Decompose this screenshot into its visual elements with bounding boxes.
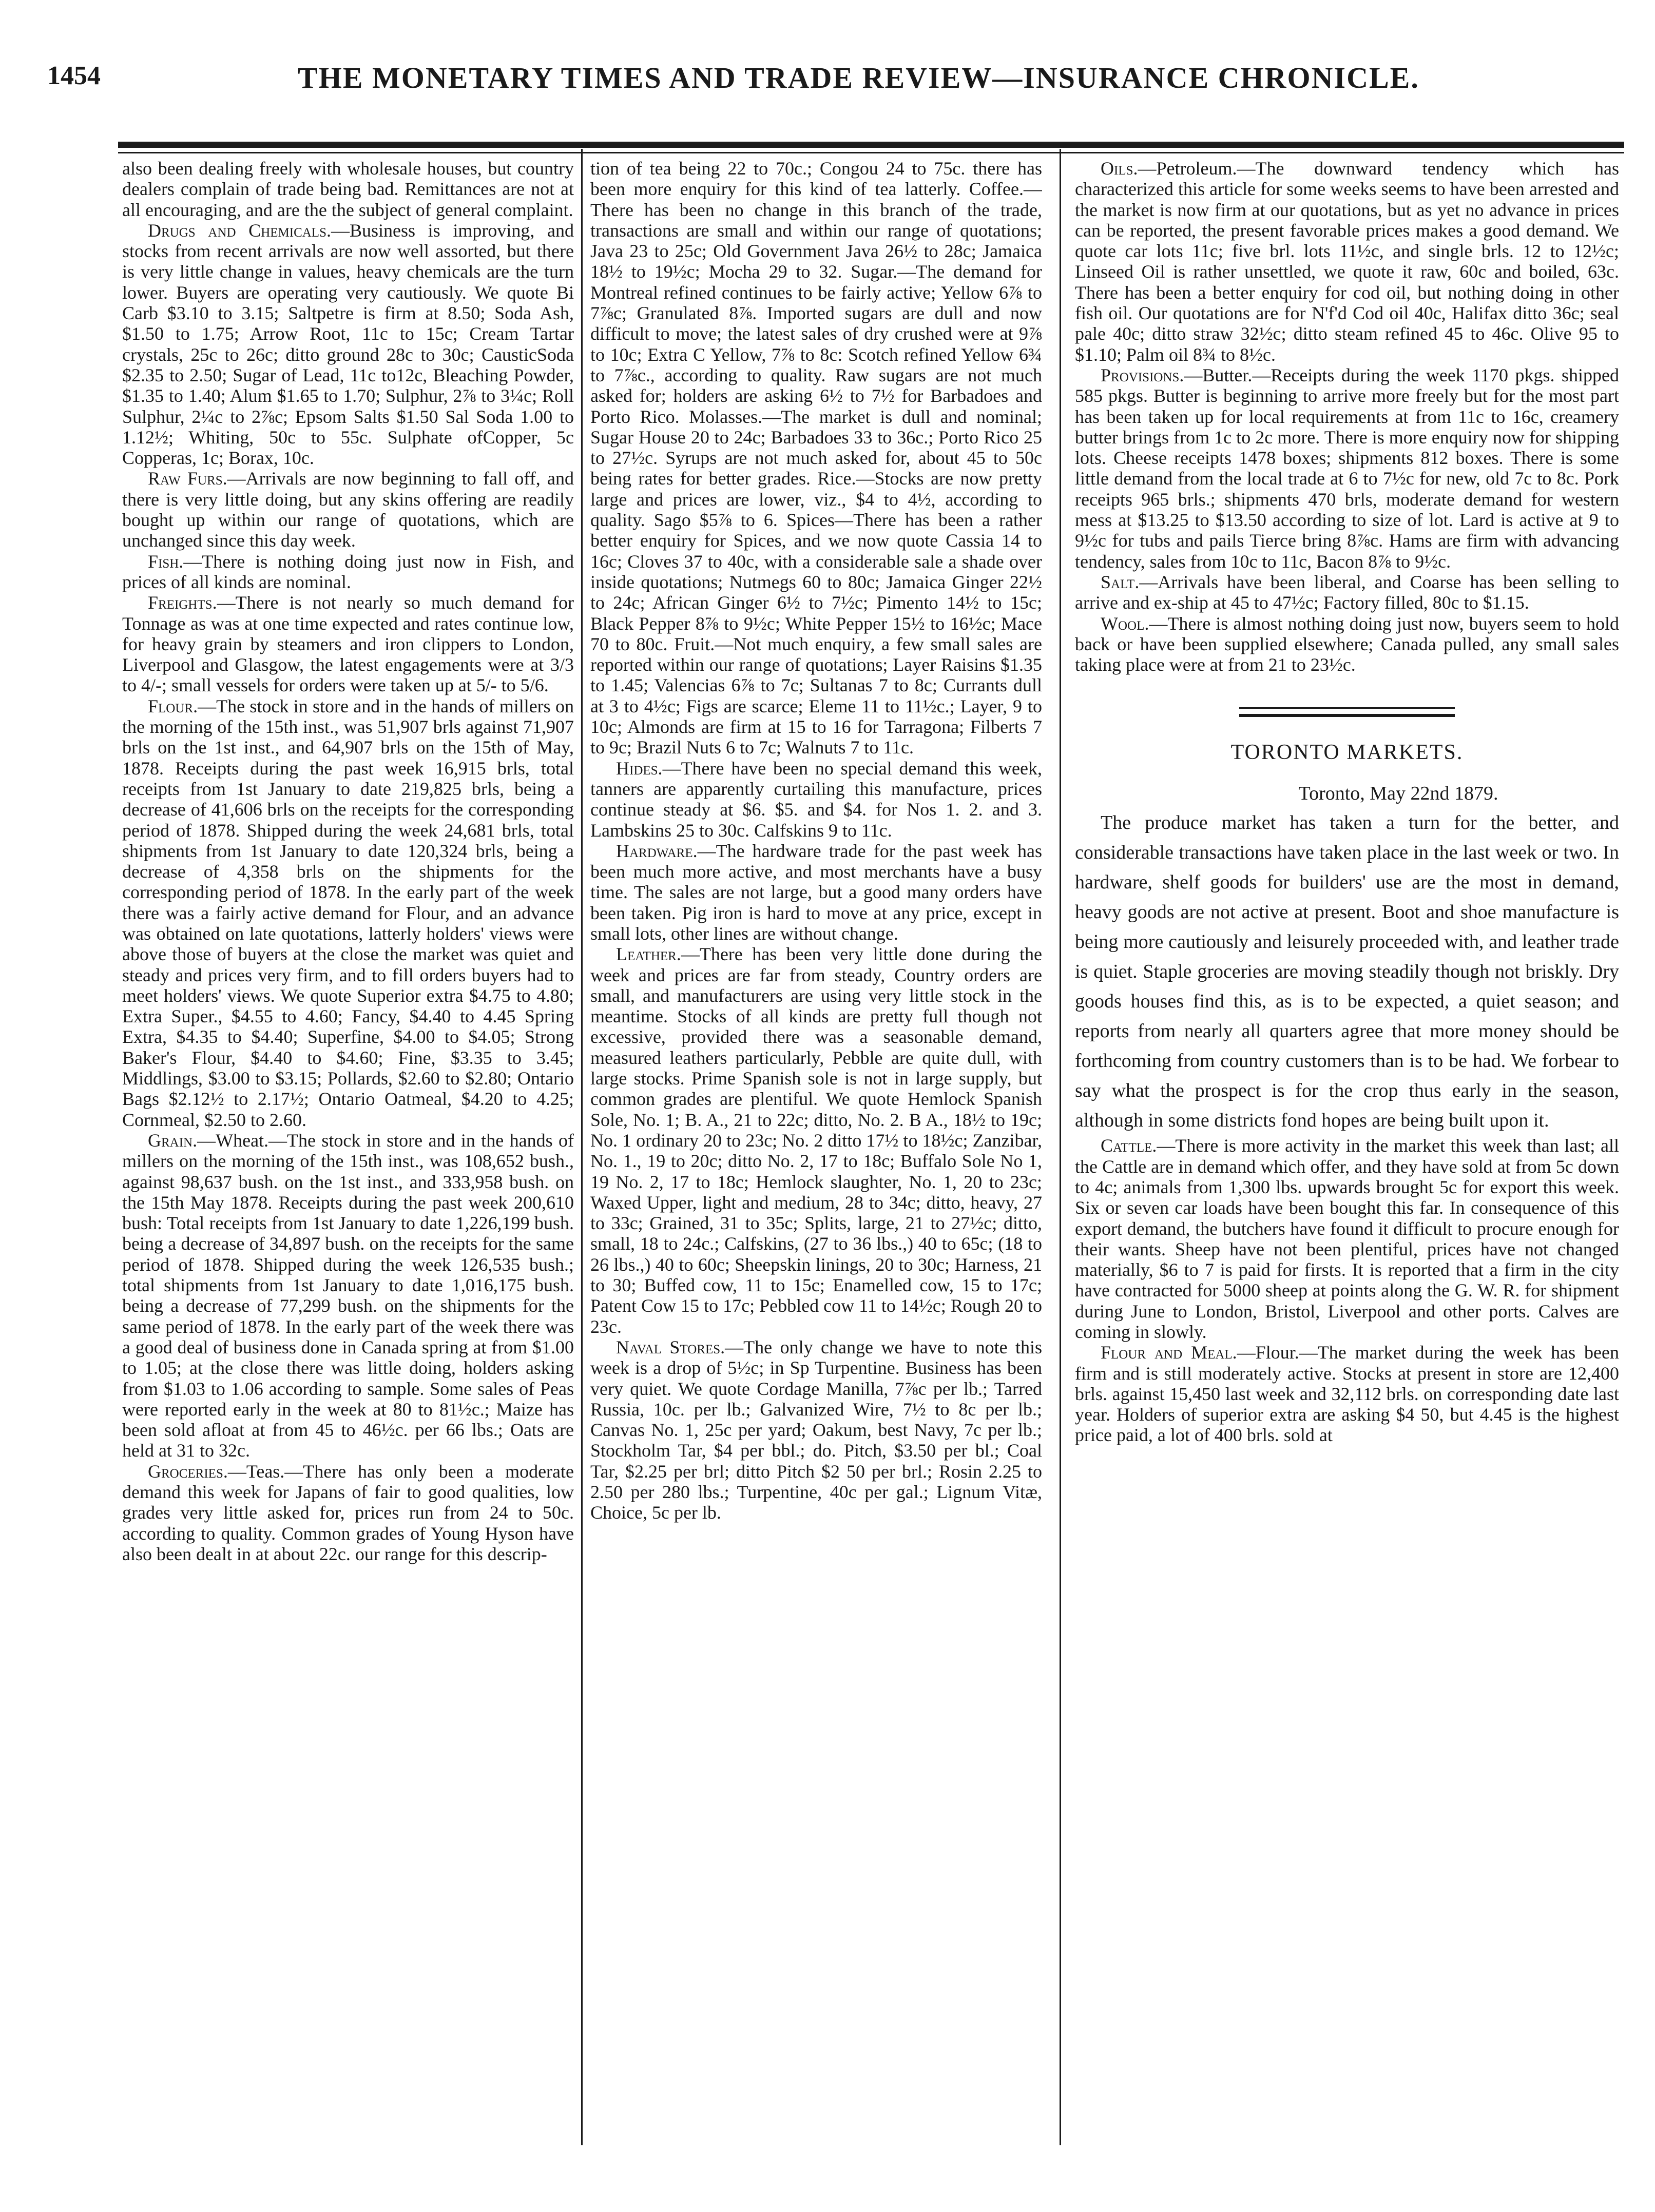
paragraph-text: —There has been very little done during the week and prices are far from steady, Country orders are small, and manufacturers are using very little stock in the meantime. Stocks of all kinds are pretty full though not excessive, provided there was a seasonable demand, measured leathers particularly, Pebble are quite dull, with large stocks. Prime Spanish sole is not in large supply, but common grades are plentiful. We quote Hemlock Spanish Sole, No. 1; B. A., 21 to 22c; ditto, No. 2. B A., 18½ to 19c; No. 1 ordinary 20 to 23c; No. 2 ditto 17½ to 18½c; Zanzibar, No. 1., 19 to 20c; ditto No. 2, 17 to 18c; Buffalo Sole No 1, 19 No. 2, 17 to 18c; Hemlock slaughter, No. 1, 20 to 23c; Waxed Upper, light and medium, 28 to 34c; ditto, heavy, 27 to 33c; Grained, 31 to 35c; Splits, large, 21 to 27½c; ditto, small, 18 to 24c.; Calfskins, (27 to 36 lbs.,) 40 to 65c; (18 to 26 lbs.,) 40 to 60c; Sheepskin linings, 20 to 30c; Harness, 21 to 30; Buffed cow, 11 to 15c; Enamelled cow, 15 to 17c; Patent Cow 15 to 17c; Pebbled cow 11 to 14½c; Rough 20 to 23c. <box>590 944 1042 1337</box>
section-head: Hides. <box>616 758 663 779</box>
section-head: Salt. <box>1101 571 1140 592</box>
paragraph-flour <box>122 696 574 1130</box>
paragraph-text: —There have been no special demand this week, tanners are apparently curtailing this manufacture, prices continue steady at $6. $5. and $4. for Nos 1. 2. and 3. Lambskins 25 to 30c. Calfskins 9 to 11c. <box>590 758 1042 841</box>
section-title: TORONTO MARKETS. <box>1230 740 1464 764</box>
paragraph: tion of tea being 22 to 70c.; Congou 24 to 75c. there has been more enquiry for this kind of tea latterly. Coffee.—There has been no change in this branch of the trade, transactions are small and within our range of quotations; Java 23 to 25c; Old Government Java 26½ to 28c; Jamaica 18½ to 19½c; Mocha 29 to 32. Sugar.—The demand for Montreal refined continues to be fairly active; Yellow 6⅞ to 7⅞c; Granulated 8⅞. Imported sugars are dull and now difficult to move; the latest sales of dry crushed were at 9⅞ to 10c; Extra C Yellow, 7⅞ to 8c: Scotch refined Yellow 6¾ to 7⅞c., according to quality. Raw sugars are not much asked for; holders are asking 6½ to 7½ for Barbadoes and Porto Rico. Molasses.—The market is dull and nominal; Sugar House 20 to 24c; Barbadoes 33 to 36c.; Porto Rico 25 to 27½c. Syrups are not much asked for, about 45 to 50c being rates for better grades. Rice.—Stocks are now pretty large and prices are lower, viz., $4 to 4½, according to quality. Sago $5⅞ to 6. Spices—There has been a rather better enquiry for Spices, and we now quote Cassia 14 to 16c; Cloves 37 to 40c, with a considerable sale a shade over inside quotations; Nutmegs 60 to 80c; Jamaica Ginger 22½ to 24c; African Ginger 6½ to 7½c; Pimento 14½ to 15c; Black Pepper 8⅞ to 9½c; White Pepper 15½ to 16½c; Mace 70 to 80c. Fruit.—Not much enquiry, a few small sales are reported within our range of quotations; Layer Raisins $1.35 to 1.45; Valencias 6⅞ to 7c; Sultanas 7 to 8c; Currants dull at 3 to 4½c; Figs are scarce; Eleme 11 to 11½c.; Layer, 9 to 10c; Almonds are firm at 15 to 16 for Tarragona; Filberts 7 to 9c; Brazil Nuts 6 to 7c; Walnuts 7 to 11c. <box>590 158 1042 758</box>
paragraph-drugs-chemicals <box>122 220 574 469</box>
section-separator <box>1075 701 1619 721</box>
paragraph-text: —Flour.—The market during the week has been firm and is still moderately active. Stocks at present in store are 12,400 brls. against 15,450 last week and 32,112 brls. on corresponding date last year. Holders of superior extra are asking $4 50, but 4.45 is the highest price paid, a lot of 400 brls. sold at <box>1075 1342 1619 1446</box>
paragraph-text: —Wheat.—The stock in store and in the hands of millers on the morning of the 15th inst., was 108,652 bush., against 98,637 bush. on the 1st inst., and 333,958 bush. on the 15th May 1878. Receipts during the past week 200,610 bush: Total receipts from 1st January to date 1,226,199 bush. being a decrease of 34,897 bush. on the receipts for the same period of 1878. Shipped during the week 126,535 bush.; total shipments from 1st January to date 1,016,175 bush. being a decrease of 77,299 bush. on the shipments for the same period of 1878. In the early part of the week there was a good deal of business done in Canada spring at from $1.00 to 1.05; at the close there was little doing, holders asking from $1.03 to 1.06 according to sample. Some sales of Peas were reported early in the week at 80 to 81½c.; Maize has been sold afloat at from 45 to 46½c. per 66 lbs.; Oats are held at 31 to 32c. <box>122 1130 574 1461</box>
paragraph-text: —Butter.—Receipts during the week 1170 pkgs. shipped 585 pkgs. Butter is beginning to arrive more freely but for the most part has been taken up for local requirements at from 11c to 16c, creamery butter brings from 1c to 2c more. There is more enquiry now for shipping lots. Cheese receipts 1478 boxes; shipments 812 boxes. There is some little demand from the local trade at 6 to 7½c for new, old 7c to 8c. Pork receipts 965 brls.; shipments 470 brls, moderate demand for western mess at $13.25 to $13.50 according to size of lot. Lard is active at 9 to 9½c for tubs and pails Tierce bring 8⅞c. Hams are firm with advancing tendency, sales from 10c to 11c, Bacon 8⅞ to 9½c. <box>1075 364 1619 572</box>
masthead-title: THE MONETARY TIMES AND TRADE REVIEW—INSURANCE CHRONICLE. <box>298 61 1419 94</box>
column-2 <box>590 158 1042 2144</box>
paragraph-text: —There is nothing doing just now in Fish, and prices of all kinds are nominal. <box>122 551 574 592</box>
paragraph-raw-furs <box>122 468 574 551</box>
separator-rule <box>1239 707 1455 717</box>
paragraph-text: —There is almost nothing doing just now, buyers seem to hold back or have been supplied elsewhere; Canada pulled, any small sales taking place were at from 21 to 23½c. <box>1075 613 1619 675</box>
paragraph-naval-stores <box>590 1337 1042 1523</box>
column-divider-1 <box>581 149 583 2145</box>
paragraph-text: —Business is improving, and stocks from recent arrivals are now well assorted, but there is very little change in values, heavy chemicals are the turn lower. Buyers are operating very cautiously. We quote Bi Carb $3.10 to 3.15; Saltpetre is firm at 8.50; Soda Ash, $1.50 to 1.75; Arrow Root, 11c to 15c; Cream Tartar crystals, 25c to 26c; ditto ground 28c to 30c; CausticSoda $2.35 to 2.50; Sugar of Lead, 11c to12c, Bleaching Powder, $1.35 to 1.40; Alum $1.65 to 1.70; Sulphur, 2⅞ to 3¼c; Roll Sulphur, 2¼c to 2⅞c; Epsom Salts $1.50 Sal Soda 1.00 to 1.12½; Whiting, 50c to 55c. Sulphate ofCopper, 5c Copperas, 1c; Borax, 10c. <box>122 220 574 469</box>
paragraph-text: —The stock in store and in the hands of millers on the morning of the 15th inst., was 51,907 brls against 71,907 brls on the 1st inst., and 64,907 brls on the 15th of May, 1878. Receipts during the past week 16,915 brls, total receipts from 1st January to date 219,825 brls, being a decrease of 41,606 brls on the receipts for the corresponding period of 1878. Shipped during the week 24,681 brls, total shipments from 1st January to date 120,324 brls, being a decrease of 4,358 brls on the shipments for the corresponding period of 1878. In the early part of the week there was a fairly active demand for Flour, and an advance was obtained on late quotations, latterly holders' views were above those of buyers at the close the market was quiet and steady and prices very firm, and to fill orders buyers had to meet holders' views. We quote Superior extra $4.75 to 4.80; Extra Super., $4.55 to 4.60; Fancy, $4.40 to 4.45 Spring Extra, $4.35 to $4.40; Superfine, $4.00 to $4.05; Strong Baker's Flour, $4.40 to $4.60; Fine, $3.35 to 3.45; Middlings, $3.00 to $3.15; Pollards, $2.60 to $2.80; Ontario Bags $2.12½ to 2.17½; Ontario Oatmeal, $4.20 to 4.25; Cornmeal, $2.50 to 2.60. <box>122 695 574 1130</box>
section-head: Oils. <box>1101 158 1138 179</box>
section-head: Flour and Meal. <box>1101 1342 1237 1363</box>
paragraph-text: —Teas.—There has only been a moderate demand this week for Japans of fair to good qualities, low grades very little asked for, prices run from 24 to 50c. according to quality. Common grades of Young Hyson have also been dealt in at about 22c. our range for this descrip- <box>122 1461 574 1564</box>
page-number: 1454 <box>47 61 101 90</box>
paragraph-cattle <box>1075 1135 1619 1342</box>
column-1 <box>122 158 574 2144</box>
paragraph-grain <box>122 1130 574 1461</box>
section-head: Hardware. <box>616 840 698 861</box>
section-head: Cattle. <box>1101 1135 1157 1156</box>
paragraph-oils <box>1075 158 1619 365</box>
section-head: Wool. <box>1101 613 1149 634</box>
paragraph-text: —There is not nearly so much demand for Tonnage as was at one time expected and rates continue low, for heavy grain by steamers and iron clippers to London, Liverpool and Glasgow, the latest engagements were at 3/3 to 4/-; small vessels for orders were taken up at 5/- to 5/6. <box>122 592 574 696</box>
paragraph: also been dealing freely with wholesale houses, but country dealers complain of trade being bad. Remittances are not at all encouraging, and are the the subject of general complaint. <box>122 158 574 220</box>
paragraph-text: —The only change we have to note this week is a drop of 5½c; in Sp Turpentine. Business has been very quiet. We quote Cordage Manilla, 7⅞c per lb.; Tarred Russia, 10c. per lb.; Galvanized Wire, 7½ to 8c per lb.; Canvas No. 1, 25c per yard; Oakum, best Navy, 7c per lb.; Stockholm Tar, $4 per bbl.; do. Pitch, $3.50 per bl.; Coal Tar, $2.25 per brl; ditto Pitch $2 50 per brl.; Rosin 2.25 to 2.50 per 280 lbs.; Turpentine, 40c per gal.; Lignum Vitæ, Choice, 5c per lb. <box>590 1336 1042 1523</box>
paragraph-hardware <box>590 841 1042 944</box>
section-head: Flour. <box>148 695 198 716</box>
paragraph-groceries <box>122 1461 574 1564</box>
section-head: Raw Furs. <box>148 468 227 489</box>
paragraph-leather <box>590 944 1042 1337</box>
paragraph-fish <box>122 551 574 593</box>
section-head: Freights. <box>148 592 217 613</box>
paragraph-lead: The produce market has taken a turn for the better, and considerable transactions have taken place in the last week or two. In hardware, shelf goods for builders' use are the most in demand, heavy goods are not active at present. Boot and shoe manufacture is being more cautiously and leisurely proceeded with, and leather trade is quiet. Staple groceries are moving steadily though not briskly. Dry goods houses find this, as is to be expected, a quiet season; and reports from nearly all quarters agree that more money should be forthcoming from country customers than is to be had. We forbear to say what the prospect is for the crop thus early in the season, although in some districts fond hopes are being built upon it. <box>1075 812 1619 1132</box>
column-divider-2 <box>1060 149 1061 2145</box>
column-3 <box>1075 158 1619 2144</box>
section-head: Leather. <box>616 944 681 965</box>
paragraph-text: —Arrivals have been liberal, and Coarse has been selling to arrive and ex-ship at 45 to 47½c; Factory filled, 80c to $1.15. <box>1075 571 1619 613</box>
section-head: Drugs and Chemicals. <box>148 220 331 241</box>
section-head: Groceries. <box>148 1461 228 1482</box>
header-rule-thin <box>118 152 1624 153</box>
paragraph-freights <box>122 592 574 695</box>
paragraph-text: —Petroleum.—The downward tendency which has characterized this article for some weeks seems to have been arrested and the market is now firm at our quotations, but as yet no advance in prices can be reported, the present favorable prices makes a good demand. We quote car lots 11c; five brl. lots 11½c, and single brls. 12 to 12½c; Linseed Oil is rather unsettled, we quote it raw, 60c and boiled, 63c. There has been a better enquiry for cod oil, but nothing doing in other fish oil. Our quotations are for N'f'd Cod oil 40c, Halifax ditto 36c; seal pale 40c; ditto straw 32½c; ditto steam refined 45 to 46c. Olive 95 to $1.10; Palm oil 8¾ to 8½c. <box>1075 158 1619 365</box>
paragraph-hides <box>590 758 1042 841</box>
paragraph-provisions <box>1075 365 1619 572</box>
paragraph-text: —The hardware trade for the past week has been much more active, and most merchants have a busy time. The sales are not large, but a good many orders have been taken. Pig iron is hard to move at any price, except in small lots, other lines are without change. <box>590 840 1042 944</box>
dateline: Toronto, May 22nd 1879. <box>1298 783 1498 805</box>
section-head: Naval Stores. <box>616 1336 725 1357</box>
paragraph-salt <box>1075 572 1619 613</box>
paragraph-wool <box>1075 613 1619 675</box>
header-rule-thick <box>118 142 1624 148</box>
section-head: Provisions. <box>1101 364 1184 385</box>
section-head: Fish. <box>148 551 184 572</box>
paragraph-flour-meal <box>1075 1342 1619 1445</box>
paragraph-text: —There is more activity in the market this week than last; all the Cattle are in demand which offer, and they have sold at from 5c down to 4c; animals from 1,300 lbs. upwards brought 5c for export this week. Six or seven car loads have been bought this far. In consequence of this export demand, the butchers have found it difficult to procure enough for their wants. Sheep have not been plentiful, prices have not changed materially, $6 to 7 is paid for firsts. It is reported that a firm in the city have contracted for 5000 sheep at points along the G. W. R. for shipment during June to London, Bristol, Liverpool and other ports. Calves are coming in slowly. <box>1075 1135 1619 1342</box>
section-head: Grain. <box>148 1130 198 1151</box>
paragraph-text: —Arrivals are now beginning to fall off, and there is very little doing, but any skins offering are readily bought up within our range of quotations, which are unchanged since this day week. <box>122 468 574 551</box>
